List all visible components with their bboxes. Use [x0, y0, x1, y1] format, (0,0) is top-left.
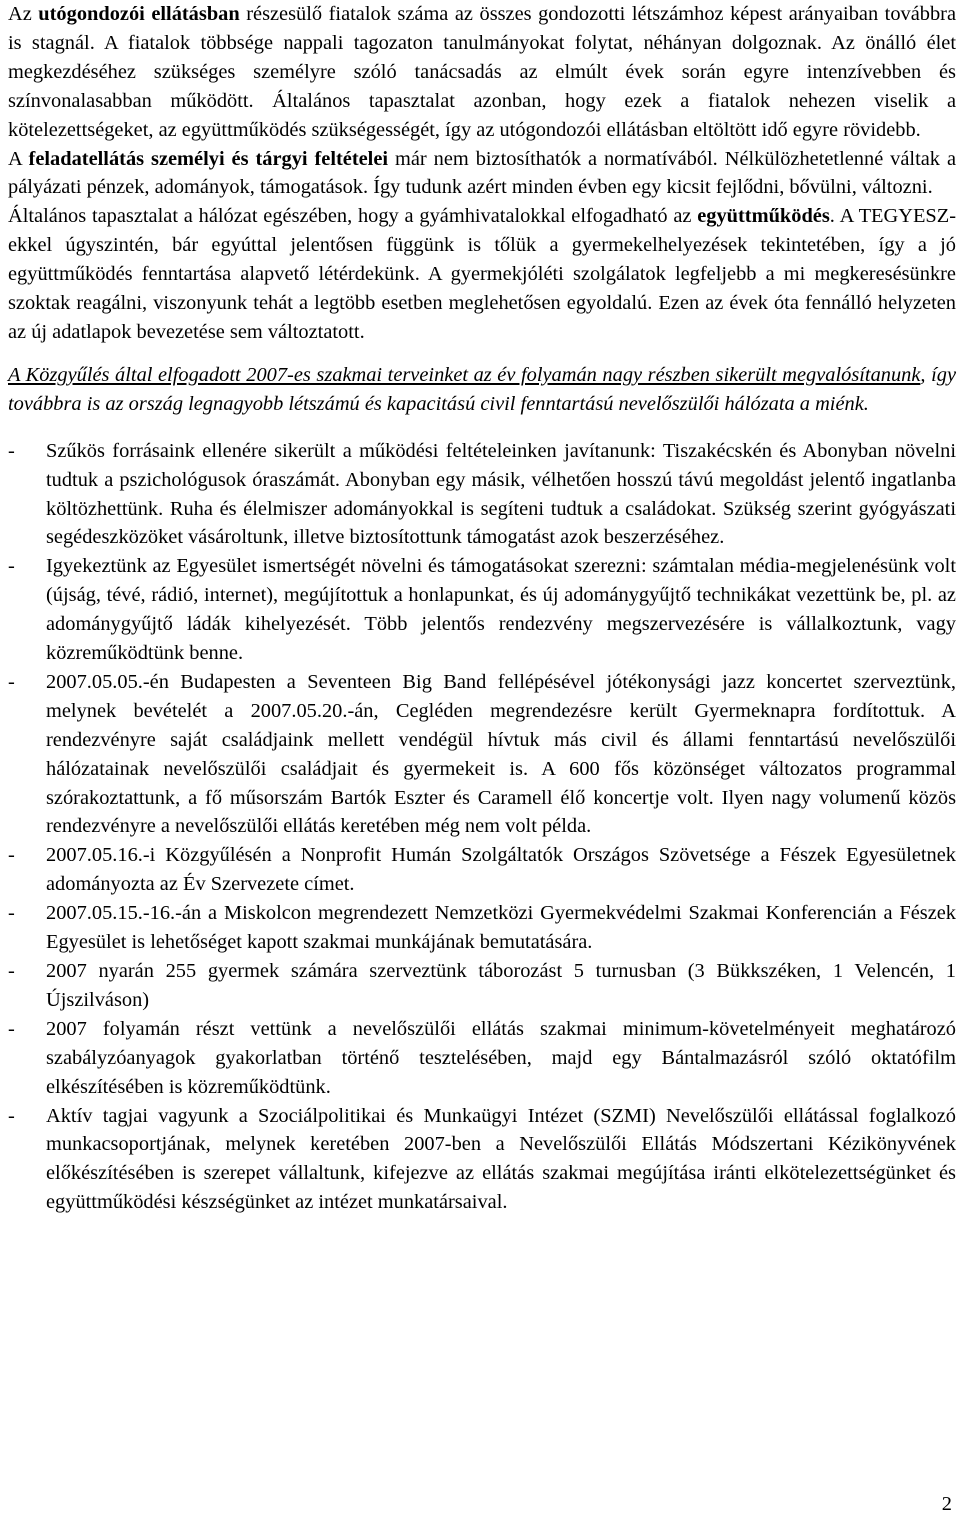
- paragraph-cooperation: Általános tapasztalat a hálózat egészében, hogy a gyámhivatalokkal elfogadható az együttműködés. A TEGYESZ-ekkel úgyszintén, bár egyúttal jelentősen függünk is tőlük a gyermekelhelyezések tekintetében, így a jó együttműködés fenntartása alapvető létérdekünk. A gyermekjóléti szolgálatok legfeljebb a mi megkeresésünkre szoktak reagálni, viszonyunk tehát a legtöbb esetben meglehetősen egyoldalú. Ezen az évek óta fennálló helyzeten az új adatlapok bevezetése sem változtatott.: [8, 205, 956, 343]
- dash-marker: -: [8, 960, 15, 982]
- achievements-list: [8, 437, 956, 1217]
- dash-marker: -: [8, 1017, 15, 1040]
- list-item: - Szűkös forrásaink ellenére sikerült a működési feltételeinken javítanunk: Tiszakécskén és Abonyban növelni tudtuk a pszichológusok óraszámát. Abonyban egy másik, vélhetően hosszú távú megoldást jelentő ingatlanba költözhettünk. Ruha és élelmiszer adományokkal is segíteni tudtuk a családokat. Szükség szerint gyógyászati segédeszközöket vásároltunk, illetve biztosítottunk támogatást azok beszerzéséhez.: [8, 437, 956, 553]
- plans-intro: [8, 361, 956, 419]
- dash-marker: -: [8, 902, 15, 925]
- bold-term: feladatellátás személyi és tárgyi feltételei: [28, 147, 389, 170]
- list-item: - Igyekeztünk az Egyesület ismertségét növelni és támogatásokat szerezni: számtalan média-megjelenésünk volt (újság, tévé, rádió, internet), megújítottuk a honlapunkat, és új adománygyűjtő technikákat vezettünk be, pl. az adománygyűjtő ládák kihelyezését. Több jelentős rendezvény megszervezésére is vállalkoztunk, vagy közreműködtünk benne.: [8, 552, 956, 668]
- paragraph-conditions: A feladatellátás személyi és tárgyi feltételei már nem biztosíthatók a normatívából. Nélkülözhetetlenné váltak a pályázati pénzek, adományok, támogatások. Így tudunk azért minden évben egy kicsit fejlődni, bővülni, változni.: [8, 147, 956, 199]
- plans-intro-rest: , így továbbra is az ország legnagyobb létszámú és kapacitású civil fenntartású nevelőszülői hálózata a miénk.: [8, 363, 957, 415]
- list-item: - 2007.05.05.-én Budapesten a Seventeen Big Band fellépésével jótékonysági jazz koncertet szerveztünk, melynek bevételét a 2007.05.20.-án, Cegléden megrendezésre került Gyermeknapra fordítottuk. A rendezvényre saját családjaink mellett vendégül hívtuk más civil és állami fenntartású nevelőszülői hálózatainak nevelőszülői családjait és gyermekeit is. A 600 fős közönséget változatos programmal szórakoztattunk, a fő műsorszám Bartók Eszter és Caramell élő koncertje volt. Ilyen nagy volumenű közös rendezvényre a nevelőszülői ellátás keretében még nem volt példa.: [8, 668, 956, 841]
- dash-marker: -: [8, 555, 15, 578]
- paragraph-aftercare: Az utógondozói ellátásban részesülő fiatalok száma az összes gondozotti létszámhoz képest arányaiban továbbra is stagnál. A fiatalok többsége nappali tagozaton tanulmányokat folytat, néhányan dolgoznak. Az önálló élet megkezdéséhez szükséges személyre szóló tanácsadás az elmúlt évek során egyre intenzívebben és színvonalasabban működött. Általános tapasztalat azonban, hogy ezek a fiatalok nehezen viselik a kötelezettségeket, az együttműködés szükségességét, így az utógondozói ellátásban eltöltött idő egyre rövidebb.: [8, 3, 956, 141]
- dash-marker: -: [8, 670, 15, 693]
- dash-marker: -: [8, 1104, 15, 1127]
- document-page: [8, 0, 956, 1217]
- list-item: - 2007.05.16.-i Közgyűlésén a Nonprofit Humán Szolgáltatók Országos Szövetsége a Fészek Egyesületnek adományozta az Év Szervezete címet.: [8, 841, 956, 899]
- dash-marker: -: [8, 439, 15, 462]
- bold-term: együttműködés: [697, 205, 830, 228]
- dash-marker: -: [8, 844, 15, 867]
- list-item: - 2007 folyamán részt vettünk a nevelőszülői ellátás szakmai minimum-követelményeit meghatározó szabályzóanyagok gyakorlatban történő tesztelésében, majd egy Bántalmazásról szóló oktatófilm elkészítésében is közreműködtünk.: [8, 1015, 956, 1102]
- bold-term: utógondozói ellátásban: [38, 3, 240, 25]
- list-item: - 2007.05.15.-16.-án a Miskolcon megrendezett Nemzetközi Gyermekvédelmi Szakmai Konferencián a Fészek Egyesület is lehetőséget kapott szakmai munkájának bemutatására.: [8, 899, 956, 957]
- page-number: 2: [941, 1493, 952, 1515]
- list-item: - Aktív tagjai vagyunk a Szociálpolitikai és Munkaügyi Intézet (SZMI) Nevelőszülői ellátással foglalkozó munkacsoportjának, melynek keretében 2007-ben a Nevelőszülői Ellátás Módszertani Kézikönyvének előkészítésében is szerepet vállaltunk, kifejezve az ellátás szakmai megújítása iránti elkötelezettségünket és együttműködési készségünket az intézet munkatársaival.: [8, 1102, 956, 1218]
- list-item: - 2007 nyarán 255 gyermek számára szerveztünk táborozást 5 turnusban (3 Bükkszéken, 1 Velencén, 1 Újszilváson): [8, 957, 956, 1015]
- plans-intro-underlined: A Közgyűlés által elfogadott 2007-es szakmai terveinket az év folyamán nagy részben sikerült megvalósítanunk: [8, 363, 921, 386]
